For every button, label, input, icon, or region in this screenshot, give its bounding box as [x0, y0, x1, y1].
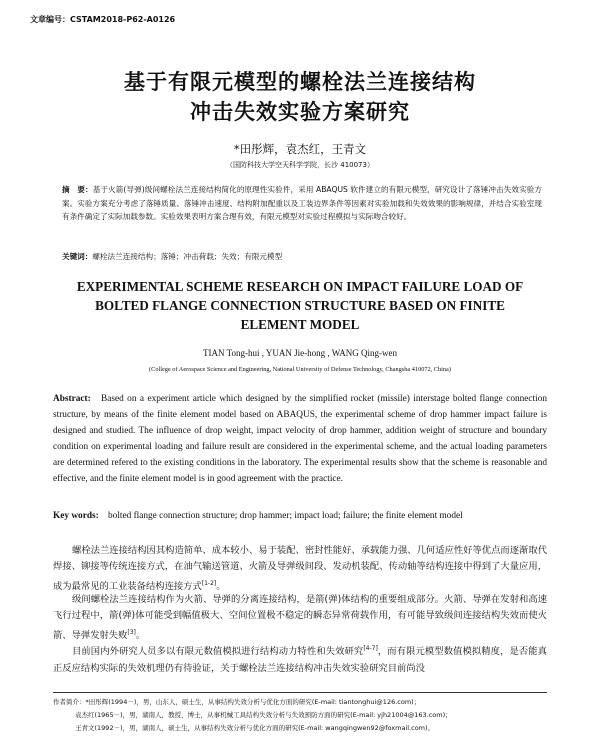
- footnote-author-2: 袁杰红(1965－)，男，湖南人，教授，博士，从事机械工具结构失效分析与失效预防方面的研究(E-mail: yjh21004@163.com)；: [75, 711, 452, 719]
- body-paragraph-2-end: 。: [135, 629, 146, 641]
- document-number: 文章编号：CSTAM2018-P62-A0126: [30, 15, 176, 24]
- english-affiliation: (College of Aerospace Science and Engineering, National University of Defense Technology, Changsha 410072, China): [149, 366, 451, 373]
- english-abstract-text: Based on a experiment article which designed by the simplified rocket (missile) interstage bolted flange connection structure, by means of the finite element model based on ABAQUS, the experimental scheme of drop hammer impact failure is designed and studied. The influence of drop weight, impact velocity of drop hammer, addition weight of structure and boundary condition on experimental loading and failure result are considered in the experimental scheme, and the actual loading parameters are determined refered to the existing conditions in the laboratory. The experimental results show that the scheme is reasonable and effective, and the finite element model is in good agreement with the practice.: [53, 394, 547, 485]
- body-paragraph-3-end: ，而有限元模型数值模拟精度，是否能真正反应结构实际的失效机理仍有待验证，关于螺栓法兰连接结构冲击失效实验研究目前尚没: [53, 646, 547, 674]
- english-authors: TIAN Tong-hui , YUAN Jie-hong , WANG Qing-wen: [203, 348, 397, 358]
- footnote-author-3: 王青文(1992－)，男，湖南人，硕士生，从事结构失效分析与优化方面的研究(E-mail: wangqingwen92@foxmail.com)。: [75, 724, 435, 732]
- body-paragraph-3-text: 目前国内外研究人员多以有限元数值模拟进行结构动力特性和失效研究: [72, 646, 364, 658]
- english-title-line-3: ELEMENT MODEL: [240, 317, 360, 332]
- footnote-divider: [53, 692, 547, 693]
- body-paragraph-2: [53, 592, 547, 644]
- citation-ref: [1-2]: [201, 579, 217, 587]
- english-keywords-label: Key words:: [53, 511, 99, 521]
- chinese-abstract-text: 基于火箭(导弹)级间螺栓法兰连接结构简化的原理性实验件，采用 ABAQUS 软件建立的有限元模型，研究设计了落锤冲击失效实验方案。实验方案充分考虑了落锤质量、落锤冲击速度、结构附加配重以及工装边界条件等因素对实验加载和失效效果的影响规律，并结合实验室现有条件确定了实际加载参数。实验效果表明方案合理有效，有限元模型对实验过程模拟与实际吻合较好。: [62, 185, 542, 222]
- body-paragraph-1-text: 螺栓法兰连接结构因其构造简单、成本较小、易于装配、密封性能好、承载能力强、几何适应性好等优点而逐渐取代焊接、铆接等传统连接方式，在油气输送管道、火箭及导弹级间段、发动机装配、传动轴等结构连接中得到了大量应用，成为最常见的工业装备结构连接方式: [53, 545, 547, 592]
- chinese-keywords-label: 关键词：: [62, 252, 93, 261]
- chinese-keywords: [62, 251, 542, 262]
- chinese-abstract: [62, 183, 542, 224]
- body-paragraph-2-text: 级间螺栓法兰连接结构作为火箭、导弹的分离连接结构，是箭(弹)体结构的重要组成部分。火箭、导弹在发射和高速飞行过程中，箭(弹)体可能受到幅值极大、空间位置极不稳定的瞬态异常荷载作用，有可能导致级间连接结构失效而使火箭、导弹发射失败: [53, 594, 547, 641]
- english-keywords-text: bolted flange connection structure; drop hammer; impact load; failure; the finite element model: [108, 511, 463, 521]
- english-abstract: [53, 391, 547, 488]
- citation-ref: [4-7]: [363, 645, 378, 652]
- body-paragraph-3: [53, 641, 547, 677]
- english-title-line-2: BOLTED FLANGE CONNECTION STRUCTURE BASED ON FINITE: [95, 298, 505, 313]
- chinese-title-line-1: 基于有限元模型的螺栓法兰连接结构: [124, 70, 476, 94]
- chinese-authors: *田彤辉，袁杰红，王青文: [233, 142, 367, 156]
- body-paragraph-1: [53, 543, 547, 595]
- citation-ref: [3]: [127, 628, 136, 636]
- chinese-abstract-label: 摘 要：: [62, 185, 93, 194]
- english-abstract-label: Abstract:: [53, 394, 91, 404]
- chinese-affiliation: （国防科技大学空天科学学院，长沙 410073）: [226, 161, 374, 169]
- footnote-author-1: 作者简介：*田彤辉(1994－)，男，山东人，硕士生，从事结构失效分析与优化方面的研究(E-mail: tiantonghui@126.com)；: [53, 698, 421, 706]
- chinese-title-line-2: 冲击失效实验方案研究: [190, 100, 410, 124]
- english-title-line-1: EXPERIMENTAL SCHEME RESEARCH ON IMPACT FAILURE LOAD OF: [76, 279, 524, 294]
- chinese-keywords-text: 螺栓法兰连接结构；落锤；冲击荷载；失效；有限元模型: [92, 252, 283, 261]
- body-paragraph-1-end: 。: [216, 580, 226, 592]
- english-keywords: [53, 511, 547, 521]
